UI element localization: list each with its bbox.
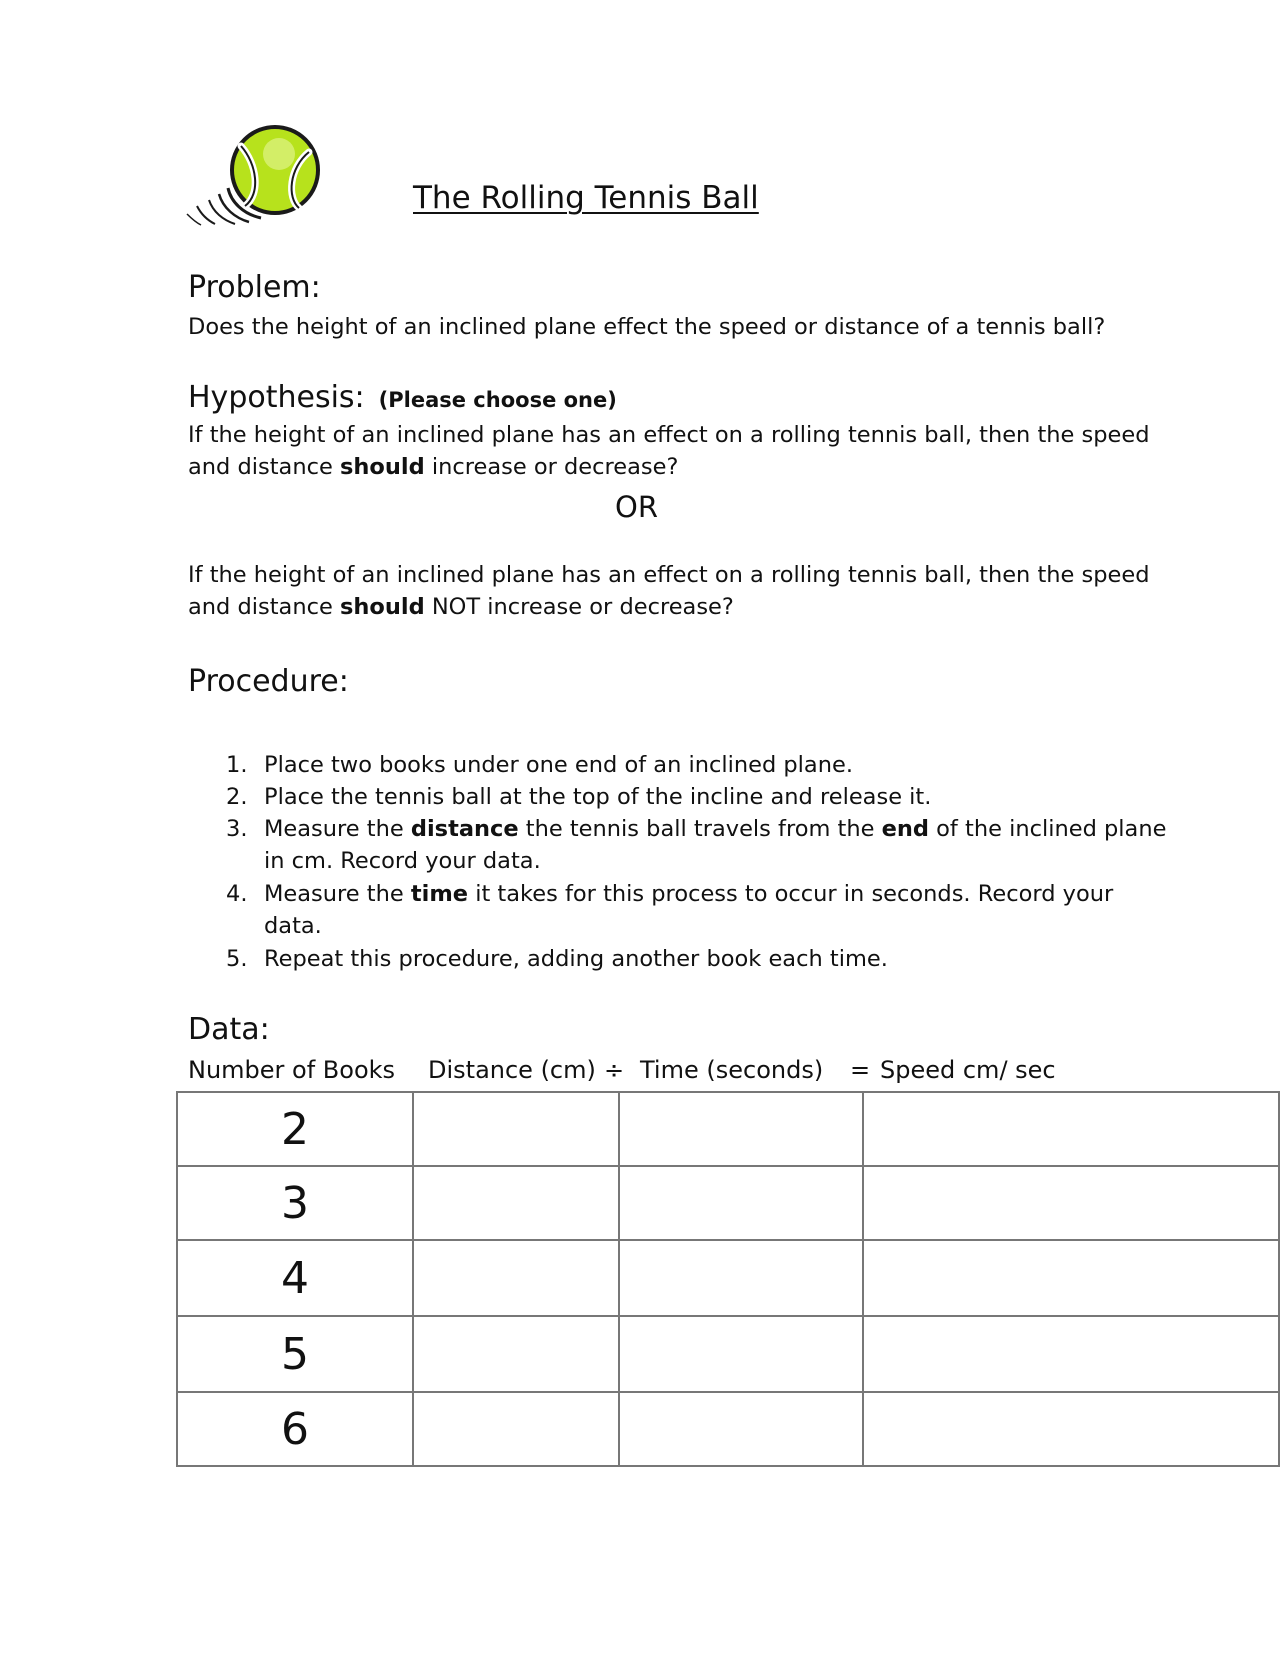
step-number: 5.: [226, 946, 248, 972]
text-fragment: the tennis ball travels from the: [518, 816, 882, 842]
hypothesis-option2-line2: [188, 594, 734, 620]
problem-text: Does the height of an inclined plane effect the speed or distance of a tennis ball?: [188, 314, 1106, 340]
step-number: 3.: [226, 816, 248, 842]
procedure-step-4: [264, 881, 1113, 907]
hypothesis-option1-line1: If the height of an inclined plane has an effect on a rolling tennis ball, then the speed: [188, 422, 1150, 448]
books-cell: 2: [177, 1092, 413, 1166]
procedure-step-2: Place the tennis ball at the top of the incline and release it.: [264, 784, 932, 810]
column-header-distance: Distance (cm): [428, 1056, 596, 1084]
or-separator: OR: [615, 490, 658, 524]
column-header-time: Time (seconds): [640, 1056, 824, 1084]
procedure-step-3: [264, 816, 1166, 842]
distance-cell[interactable]: [413, 1166, 619, 1240]
hypothesis-note: (Please choose one): [378, 388, 617, 412]
hypothesis-option2-line1: If the height of an inclined plane has an effect on a rolling tennis ball, then the speed: [188, 562, 1150, 588]
procedure-step-3-line2: in cm. Record your data.: [264, 848, 541, 874]
hypothesis-heading: [188, 380, 617, 415]
column-header-books: Number of Books: [188, 1056, 396, 1084]
text-fragment: NOT increase or decrease?: [424, 594, 734, 620]
text-fragment: and distance: [188, 454, 340, 480]
books-cell: 5: [177, 1316, 413, 1392]
table-row: [177, 1392, 1279, 1466]
data-heading: Data:: [188, 1012, 270, 1047]
emphasis-should: should: [339, 454, 425, 480]
step-number: 4.: [226, 881, 248, 907]
table-row: [177, 1166, 1279, 1240]
emphasis-should: should: [339, 594, 425, 620]
distance-cell[interactable]: [413, 1092, 619, 1166]
procedure-step-5: Repeat this procedure, adding another book each time.: [264, 946, 888, 972]
problem-heading: Problem:: [188, 270, 321, 305]
books-cell: 3: [177, 1166, 413, 1240]
speed-cell[interactable]: [863, 1392, 1279, 1466]
step-number: 1.: [226, 752, 248, 778]
procedure-step-1: Place two books under one end of an inclined plane.: [264, 752, 853, 778]
distance-cell[interactable]: [413, 1316, 619, 1392]
procedure-step-4-line2: data.: [264, 913, 322, 939]
text-fragment: Measure the: [264, 881, 411, 907]
page-title: The Rolling Tennis Ball: [413, 180, 759, 216]
emphasis-time: time: [410, 881, 469, 907]
tennis-ball-icon: [183, 124, 323, 232]
column-header-speed: Speed cm/ sec: [880, 1056, 1056, 1084]
time-cell[interactable]: [619, 1166, 863, 1240]
procedure-heading: Procedure:: [188, 664, 349, 699]
time-cell[interactable]: [619, 1392, 863, 1466]
text-fragment: of the inclined plane: [929, 816, 1167, 842]
divide-symbol: ÷: [604, 1056, 625, 1084]
time-cell[interactable]: [619, 1316, 863, 1392]
table-row: [177, 1316, 1279, 1392]
time-cell[interactable]: [619, 1240, 863, 1316]
equals-symbol: =: [850, 1056, 871, 1084]
books-cell: 4: [177, 1240, 413, 1316]
time-cell[interactable]: [619, 1092, 863, 1166]
distance-cell[interactable]: [413, 1392, 619, 1466]
books-cell: 6: [177, 1392, 413, 1466]
hypothesis-title: Hypothesis:: [188, 380, 365, 415]
step-number: 2.: [226, 784, 248, 810]
text-fragment: it takes for this process to occur in seconds. Record your: [468, 881, 1114, 907]
speed-cell[interactable]: [863, 1316, 1279, 1392]
speed-cell[interactable]: [863, 1240, 1279, 1316]
text-fragment: and distance: [188, 594, 340, 620]
emphasis-end: end: [881, 816, 930, 842]
hypothesis-option1-line2: [188, 454, 678, 480]
distance-cell[interactable]: [413, 1240, 619, 1316]
table-row: [177, 1240, 1279, 1316]
table-row: [177, 1092, 1279, 1166]
data-table: [176, 1091, 1280, 1467]
emphasis-distance: distance: [410, 816, 519, 842]
speed-cell[interactable]: [863, 1166, 1279, 1240]
text-fragment: Measure the: [264, 816, 411, 842]
text-fragment: increase or decrease?: [424, 454, 679, 480]
speed-cell[interactable]: [863, 1092, 1279, 1166]
